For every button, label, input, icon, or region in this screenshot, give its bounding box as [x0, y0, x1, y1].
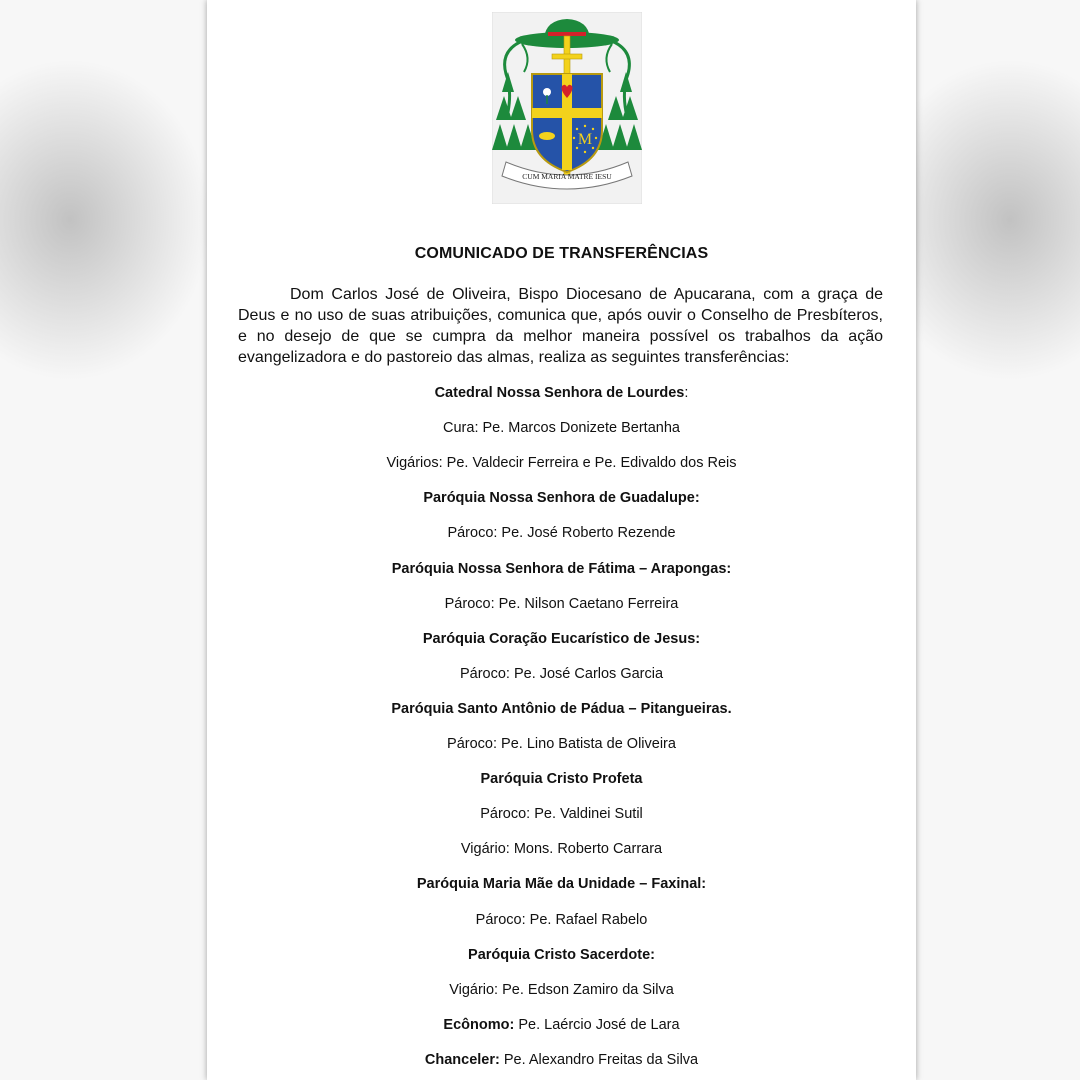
transfer-heading	[207, 1052, 916, 1068]
entry-text: Pároco: Pe. Nilson Caetano Ferreira	[444, 595, 679, 612]
transfer-line	[207, 420, 916, 436]
episcopal-coat-of-arms	[492, 12, 642, 204]
transfer-heading	[207, 561, 916, 577]
transfer-line	[207, 596, 916, 612]
entry-bold-text: Catedral Nossa Senhora de Lourdes	[434, 385, 685, 401]
crest-motto: CUM MARIA MATRE IESU	[522, 172, 612, 181]
entry-text: Vigário: Pe. Edson Zamiro da Silva	[449, 981, 674, 998]
document-title: COMUNICADO DE TRANSFERÊNCIAS	[414, 245, 709, 262]
entry-bold-text: Chanceler:	[424, 1051, 500, 1068]
entry-text: Pároco: Pe. Rafael Rabelo	[475, 911, 648, 928]
entry-bold-text: Paróquia Cristo Sacerdote:	[468, 946, 655, 963]
crest-monogram: M	[577, 131, 593, 148]
transfer-heading	[207, 876, 916, 892]
transfer-heading	[207, 947, 916, 963]
transfer-heading	[207, 771, 916, 787]
entry-text: Cura: Pe. Marcos Donizete Bertanha	[443, 420, 680, 437]
entry-bold-text: Paróquia Cristo Profeta	[480, 771, 643, 788]
entry-text: Pároco: Pe. José Carlos Garcia	[459, 665, 664, 682]
entry-text: Vigário: Mons. Roberto Carrara	[460, 841, 663, 858]
transfer-line	[207, 455, 916, 471]
entry-bold-text: Paróquia Coração Eucarístico de Jesus:	[422, 630, 701, 647]
entry-text: Pároco: Pe. José Roberto Rezende	[447, 525, 676, 542]
entry-text: Pe. Alexandro Freitas da Silva	[499, 1051, 699, 1068]
transfer-line	[207, 806, 916, 822]
entry-text: Pe. Laércio José de Lara	[514, 1016, 680, 1033]
entry-bold-text: Paróquia Nossa Senhora de Guadalupe:	[423, 490, 700, 507]
transfer-heading	[207, 385, 916, 401]
transfer-line	[207, 525, 916, 541]
intro-paragraph: Dom Carlos José de Oliveira, Bispo Diocesano de Apucarana, com a graça de Deus e no uso de suas atribuições, comunica que, após ouvir o Conselho de Presbíteros, e no desejo de que se cumpra da melhor maneira possível os trabalhos da ação evangelizadora e do pastoreio das almas, realiza as seguintes transferências:	[238, 286, 883, 366]
entry-bold-text: Paróquia Maria Mãe da Unidade – Faxinal:	[416, 876, 707, 893]
document-page	[207, 0, 916, 1080]
entry-text: Pároco: Pe. Lino Batista de Oliveira	[447, 736, 676, 752]
transfer-line	[207, 912, 916, 928]
entry-bold-text: Paróquia Nossa Senhora de Fátima – Arapongas:	[391, 560, 732, 577]
entry-bold-text: Ecônomo:	[443, 1016, 515, 1033]
entry-text: Vigários: Pe. Valdecir Ferreira e Pe. Edivaldo dos Reis	[386, 455, 737, 472]
transfer-line	[207, 736, 916, 752]
transfer-line	[207, 982, 916, 998]
transfer-heading	[207, 490, 916, 506]
transfer-heading	[207, 701, 916, 717]
entry-text: Pároco: Pe. Valdinei Sutil	[480, 806, 643, 823]
transfer-line	[207, 666, 916, 682]
transfer-heading	[207, 1017, 916, 1033]
transfer-line	[207, 841, 916, 857]
transfer-heading	[207, 631, 916, 647]
entry-text: :	[684, 385, 689, 401]
entry-bold-text: Paróquia Santo Antônio de Pádua – Pitangueiras.	[391, 700, 732, 717]
